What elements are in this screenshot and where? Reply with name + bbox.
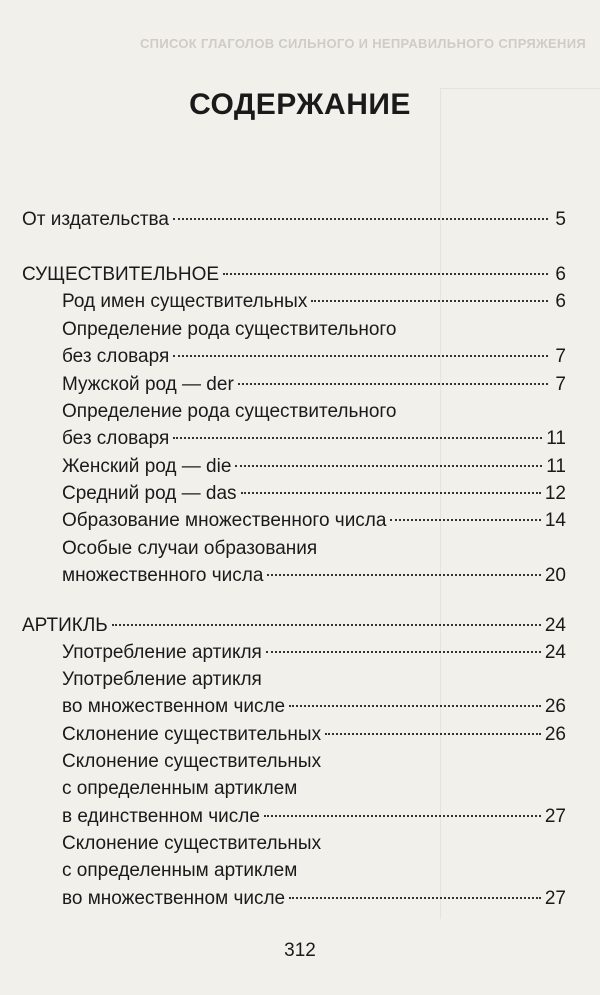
toc-entry-title: во множественном числе — [62, 696, 286, 717]
dot-leader — [289, 705, 541, 707]
toc-entry-title: Мужской род — der — [62, 374, 234, 395]
dot-leader — [173, 355, 548, 357]
toc-entry-line: с определенным артиклем — [62, 860, 298, 881]
toc-entry[interactable] — [22, 208, 566, 232]
toc-entry-title: Образование множественного числа — [62, 510, 387, 531]
toc-entry[interactable] — [62, 427, 566, 451]
dot-leader — [235, 465, 542, 467]
dot-leader — [325, 733, 541, 735]
toc-entry-title: АРТИКЛЬ — [22, 615, 108, 636]
dot-leader — [173, 437, 542, 439]
dot-leader — [173, 218, 548, 220]
toc-page-number: 11 — [546, 428, 566, 449]
toc-entry[interactable] — [62, 373, 566, 397]
toc-page-number: 26 — [544, 724, 566, 745]
toc-page-number: 6 — [555, 291, 566, 312]
toc-page-number: 24 — [544, 615, 566, 636]
dot-leader — [267, 574, 540, 576]
toc-entry-title: Женский род — die — [62, 456, 232, 477]
toc-entry-title: множественного числа — [62, 565, 264, 586]
toc-entry-title: во множественном числе — [62, 888, 286, 909]
toc-page-number: 7 — [555, 346, 566, 367]
toc-entry-line: Склонение существительных — [62, 833, 322, 854]
toc-entry-title: Употребление артикля — [62, 642, 262, 663]
toc-entry[interactable] — [22, 614, 566, 638]
toc-entry-line: Определение рода существительного — [62, 401, 397, 422]
toc-entry[interactable] — [22, 263, 566, 287]
toc-entry[interactable] — [62, 723, 566, 747]
dot-leader — [311, 300, 548, 302]
toc-entry[interactable] — [62, 564, 566, 588]
toc-entry-title: Средний род — das — [62, 483, 237, 504]
toc-page-number: 27 — [544, 806, 566, 827]
toc-page-number: 26 — [544, 696, 566, 717]
toc-entry-title: Род имен существительных — [62, 291, 308, 312]
toc-page-number: 5 — [555, 209, 566, 230]
dot-leader — [266, 651, 541, 653]
toc-entry-line: Определение рода существительного — [62, 319, 397, 340]
toc-entry-title: без словаря — [62, 346, 170, 367]
dot-leader — [223, 273, 548, 275]
dot-leader — [289, 897, 541, 899]
toc-entry-line: Употребление артикля — [62, 669, 262, 690]
toc-entry[interactable] — [62, 455, 566, 479]
toc-page-number: 20 — [544, 565, 566, 586]
toc-entry-line: с определенным артиклем — [62, 778, 298, 799]
toc-entry[interactable] — [62, 887, 566, 911]
toc-entry[interactable] — [62, 290, 566, 314]
dot-leader — [241, 492, 541, 494]
toc-entry-title: в единственном числе — [62, 806, 260, 827]
toc-entry[interactable] — [62, 805, 566, 829]
toc-entry-line: Особые случаи образования — [62, 538, 318, 559]
toc-entry[interactable] — [62, 695, 566, 719]
toc-page-number: 12 — [544, 483, 566, 504]
dot-leader — [238, 383, 548, 385]
dot-leader — [264, 815, 541, 817]
page-number: 312 — [284, 940, 316, 961]
toc-entry-title: От издательства — [22, 209, 169, 230]
toc-page-number: 7 — [555, 374, 566, 395]
toc-entry-title: СУЩЕСТВИТЕЛЬНОЕ — [22, 264, 220, 285]
toc-entry[interactable] — [62, 641, 566, 665]
toc-page-number: 11 — [546, 456, 566, 477]
bleed-through-header: СПИСОК ГЛАГОЛОВ СИЛЬНОГО И НЕПРАВИЛЬНОГО СПРЯЖЕНИЯ — [139, 36, 586, 51]
toc-entry-title: Склонение существительных — [62, 724, 322, 745]
toc-entry[interactable] — [62, 509, 566, 533]
toc-entry[interactable] — [62, 482, 566, 506]
toc-entry-title: без словаря — [62, 428, 170, 449]
toc-page-number: 24 — [544, 642, 566, 663]
dot-leader — [112, 624, 541, 626]
page-title: СОДЕРЖАНИЕ — [189, 88, 411, 121]
toc-entry-line: Склонение существительных — [62, 751, 322, 772]
dot-leader — [390, 519, 540, 521]
toc-entry[interactable] — [62, 345, 566, 369]
toc-page-number: 6 — [555, 264, 566, 285]
toc-page-number: 27 — [544, 888, 566, 909]
toc-page-number: 14 — [544, 510, 566, 531]
